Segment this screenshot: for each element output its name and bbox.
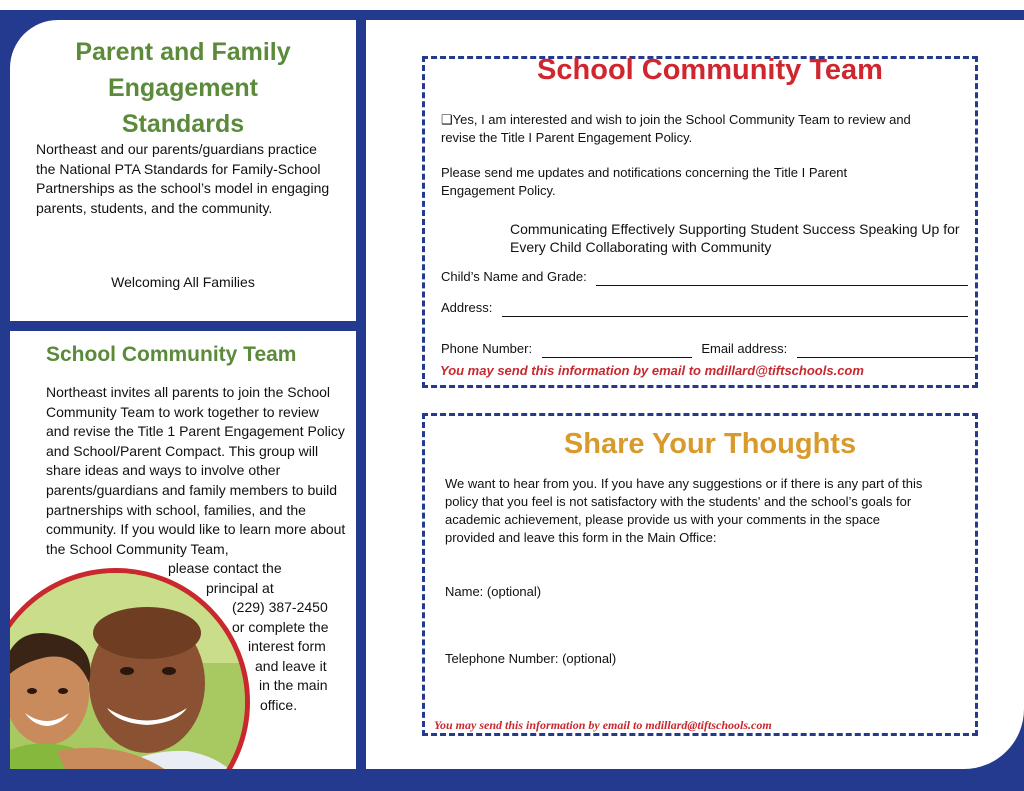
community-team-tail-line: principal at (206, 580, 274, 596)
address-label: Address: (441, 300, 493, 315)
contact-row (441, 340, 969, 358)
share-thoughts-title: Share Your Thoughts (563, 428, 857, 460)
community-team-tail-line: interest form (248, 638, 326, 654)
email-label: Email address: (701, 341, 788, 356)
child-name-label: Child’s Name and Grade: (441, 269, 587, 284)
community-team-tail-line: office. (260, 697, 298, 713)
child-name-field[interactable] (596, 285, 968, 286)
welcoming-text: Welcoming All Families (111, 274, 255, 290)
family-photo-illustration (10, 573, 250, 769)
share-thoughts-body: We want to hear from you. If you have any suggestions or if there is any part of this policy that you feel is not satisfactory with the students' and the school’s goals for academic achievement, please provide us with your comments in the space provided and leave this form in the Main Office: (445, 476, 923, 545)
email-field[interactable] (797, 357, 975, 358)
standards-title: Parent and Family Engagement Standards (75, 38, 291, 138)
community-team-panel (10, 331, 356, 769)
interest-text: Yes, I am interested and wish to join the School Community Team to review and revise the Title I Parent Engagement Policy. (441, 112, 911, 145)
community-team-tail-line: please contact the (168, 560, 282, 576)
team-email-note: You may send this information by email to mdillard@tiftschools.com (440, 363, 864, 378)
checkbox-icon[interactable]: ❑ (441, 112, 453, 127)
community-team-title: School Community Team (46, 343, 297, 366)
phone-label: Phone Number: (441, 341, 533, 356)
standards-list: Communicating Effectively Supporting Student Success Speaking Up for Every Child Collaborating with Community (510, 221, 960, 255)
team-form-title: School Community Team (537, 54, 883, 86)
community-team-tail-line: and leave it (255, 658, 327, 674)
community-team-tail-line: or complete the (232, 619, 329, 635)
child-name-row (441, 268, 969, 286)
interest-option[interactable] (441, 111, 921, 147)
standards-body: Northeast and our parents/guardians practice the National PTA Standards for Family-School Partnerships as the school’s model in engaging parents, students, and the community. (36, 141, 330, 216)
address-field[interactable] (502, 316, 968, 317)
thoughts-email-note: You may send this information by email to mdillard@tiftschools.com (434, 718, 772, 732)
name-optional-label[interactable]: Name: (optional) (445, 584, 542, 599)
community-team-body: Northeast invites all parents to join the School Community Team to work together to review and revise the Title 1 Parent Engagement Policy and School/Parent Compact. This group will share ideas and ways to involve other parents/guardians and family members to build partnerships with school, families, and the community. If you would like to learn more about the School Community Team, (46, 384, 346, 557)
community-team-tail-line: in the main (259, 677, 328, 693)
phone-field[interactable] (542, 357, 692, 358)
telephone-optional-label[interactable]: Telephone Number: (optional) (445, 651, 617, 666)
principal-phone: (229) 387-2450 (232, 599, 328, 615)
share-thoughts-form (422, 413, 978, 736)
updates-text: Please send me updates and notifications concerning the Title I Parent Engagement Policy. (441, 165, 848, 198)
address-row (441, 299, 969, 317)
